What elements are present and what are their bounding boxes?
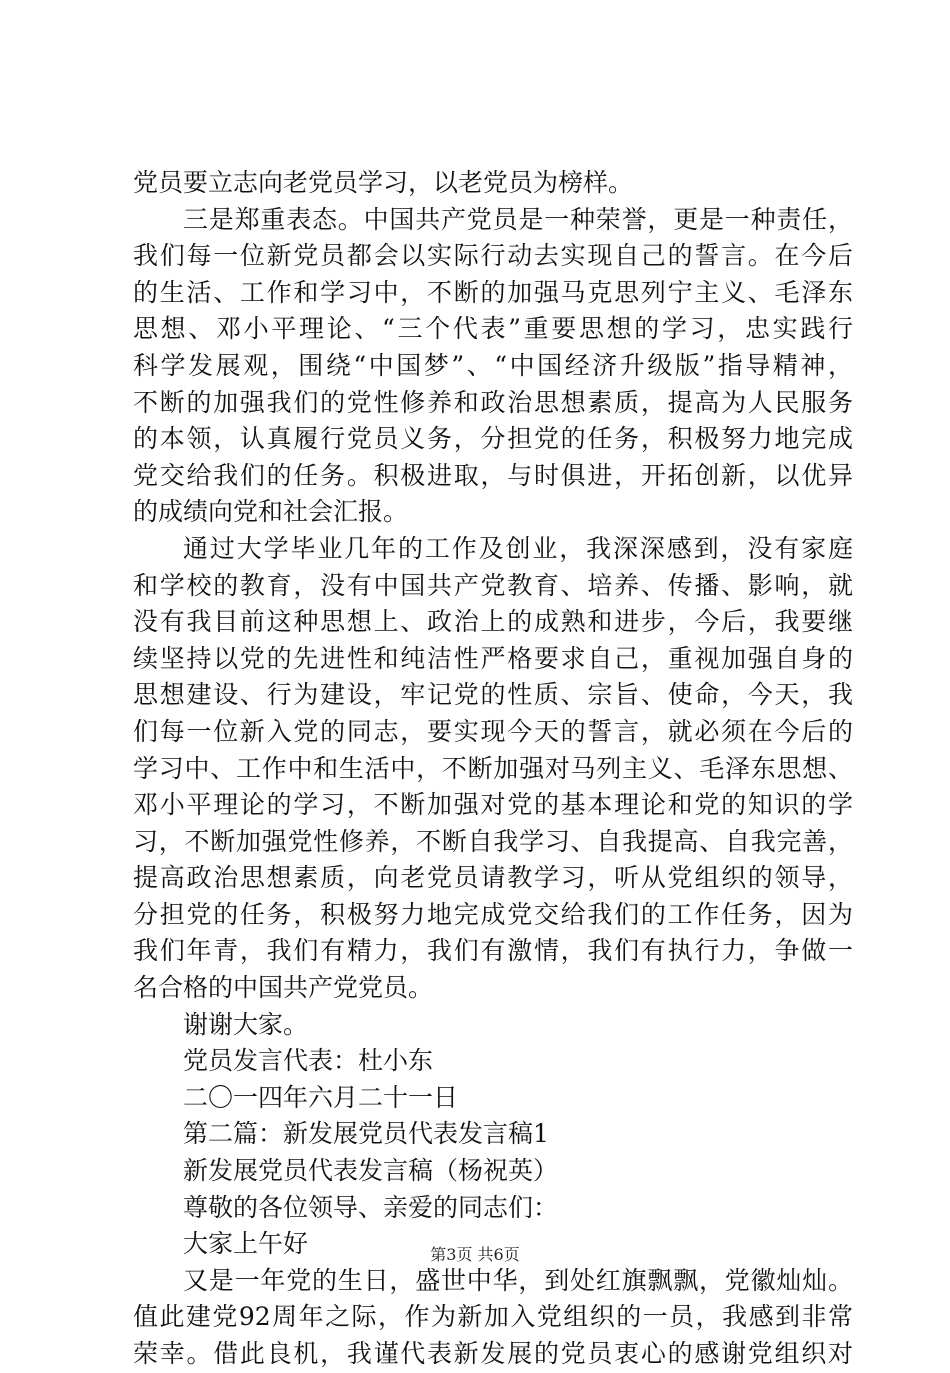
page-footer xyxy=(0,1244,950,1266)
closing-line: 谢谢大家。 xyxy=(183,1009,309,1039)
paragraph-line: 名合格的中国共产党党员。 xyxy=(133,973,434,1003)
paragraph-line: 的生活、工作和学习中，不断的加强马克思列宁主义、毛泽东 xyxy=(133,277,853,307)
paragraph-line: 值此建党92周年之际，作为新加入党组织的一员，我感到非常 xyxy=(133,1302,853,1332)
paragraph-line: 党交给我们的任务。积极进取，与时俱进，开拓创新，以优异 xyxy=(133,460,853,490)
section-heading: 第二篇：新发展党员代表发言稿1 xyxy=(183,1119,549,1149)
paragraph-line: 党员要立志向老党员学习，以老党员为榜样。 xyxy=(133,168,634,197)
paragraph-line: 又是一年党的生日，盛世中华，到处红旗飘飘，党徽灿灿。 xyxy=(183,1265,853,1295)
greeting-line: 大家上午好 xyxy=(183,1229,309,1259)
paragraph-line: 科学发展观，围绕“中国梦”、“中国经济升级版”指导精神， xyxy=(133,350,853,380)
paragraph-line: 分担党的任务，积极努力地完成党交给我们的工作任务，因为 xyxy=(133,899,853,929)
paragraph-line: 们每一位新入党的同志，要实现今天的誓言，就必须在今后的 xyxy=(133,716,853,746)
page-total: 共6页 xyxy=(477,1245,520,1264)
paragraph-line: 习，不断加强党性修养，不断自我学习、自我提高、自我完善， xyxy=(133,826,853,856)
salutation-line: 尊敬的各位领导、亲爱的同志们： xyxy=(183,1192,559,1222)
paragraph-line: 通过大学毕业几年的工作及创业，我深深感到，没有家庭 xyxy=(183,533,853,563)
page-number: 第3页 xyxy=(430,1245,473,1264)
paragraph-line: 思想建设、行为建设，牢记党的性质、宗旨、使命，今天，我 xyxy=(133,680,853,710)
paragraph-line: 思想、邓小平理论、“三个代表”重要思想的学习，忠实践行 xyxy=(133,314,853,344)
signature-line: 党员发言代表：杜小东 xyxy=(183,1046,434,1076)
paragraph-line: 不断的加强我们的党性修养和政治思想素质，提高为人民服务 xyxy=(133,387,853,417)
paragraph-line: 提高政治思想素质，向老党员请教学习，听从党组织的领导， xyxy=(133,863,853,893)
date-line: 二〇一四年六月二十一日 xyxy=(183,1082,459,1112)
paragraph-line: 续坚持以党的先进性和纯洁性严格要求自己，重视加强自身的 xyxy=(133,643,853,673)
paragraph-line: 邓小平理论的学习，不断加强对党的基本理论和党的知识的学 xyxy=(133,790,853,820)
paragraph-line: 学习中、工作中和生活中，不断加强对马列主义、毛泽东思想、 xyxy=(133,753,853,783)
speech-title: 新发展党员代表发言稿（杨祝英） xyxy=(183,1156,559,1186)
paragraph-line: 我们年青，我们有精力，我们有激情，我们有执行力，争做一 xyxy=(133,936,853,966)
paragraph-line: 的本领，认真履行党员义务，分担党的任务，积极努力地完成 xyxy=(133,424,853,454)
paragraph-line: 没有我目前这种思想上、政治上的成熟和进步，今后，我要继 xyxy=(133,607,853,637)
paragraph-line: 荣幸。借此良机，我谨代表新发展的党员衷心的感谢党组织对 xyxy=(133,1339,853,1368)
paragraph-line: 我们每一位新党员都会以实际行动去实现自己的誓言。在今后 xyxy=(133,241,853,271)
paragraph-line: 和学校的教育，没有中国共产党教育、培养、传播、影响，就 xyxy=(133,570,853,600)
paragraph-line: 三是郑重表态。中国共产党员是一种荣誉，更是一种责任， xyxy=(183,204,853,234)
document-body xyxy=(133,165,853,1373)
paragraph-line: 的成绩向党和社会汇报。 xyxy=(133,497,409,527)
